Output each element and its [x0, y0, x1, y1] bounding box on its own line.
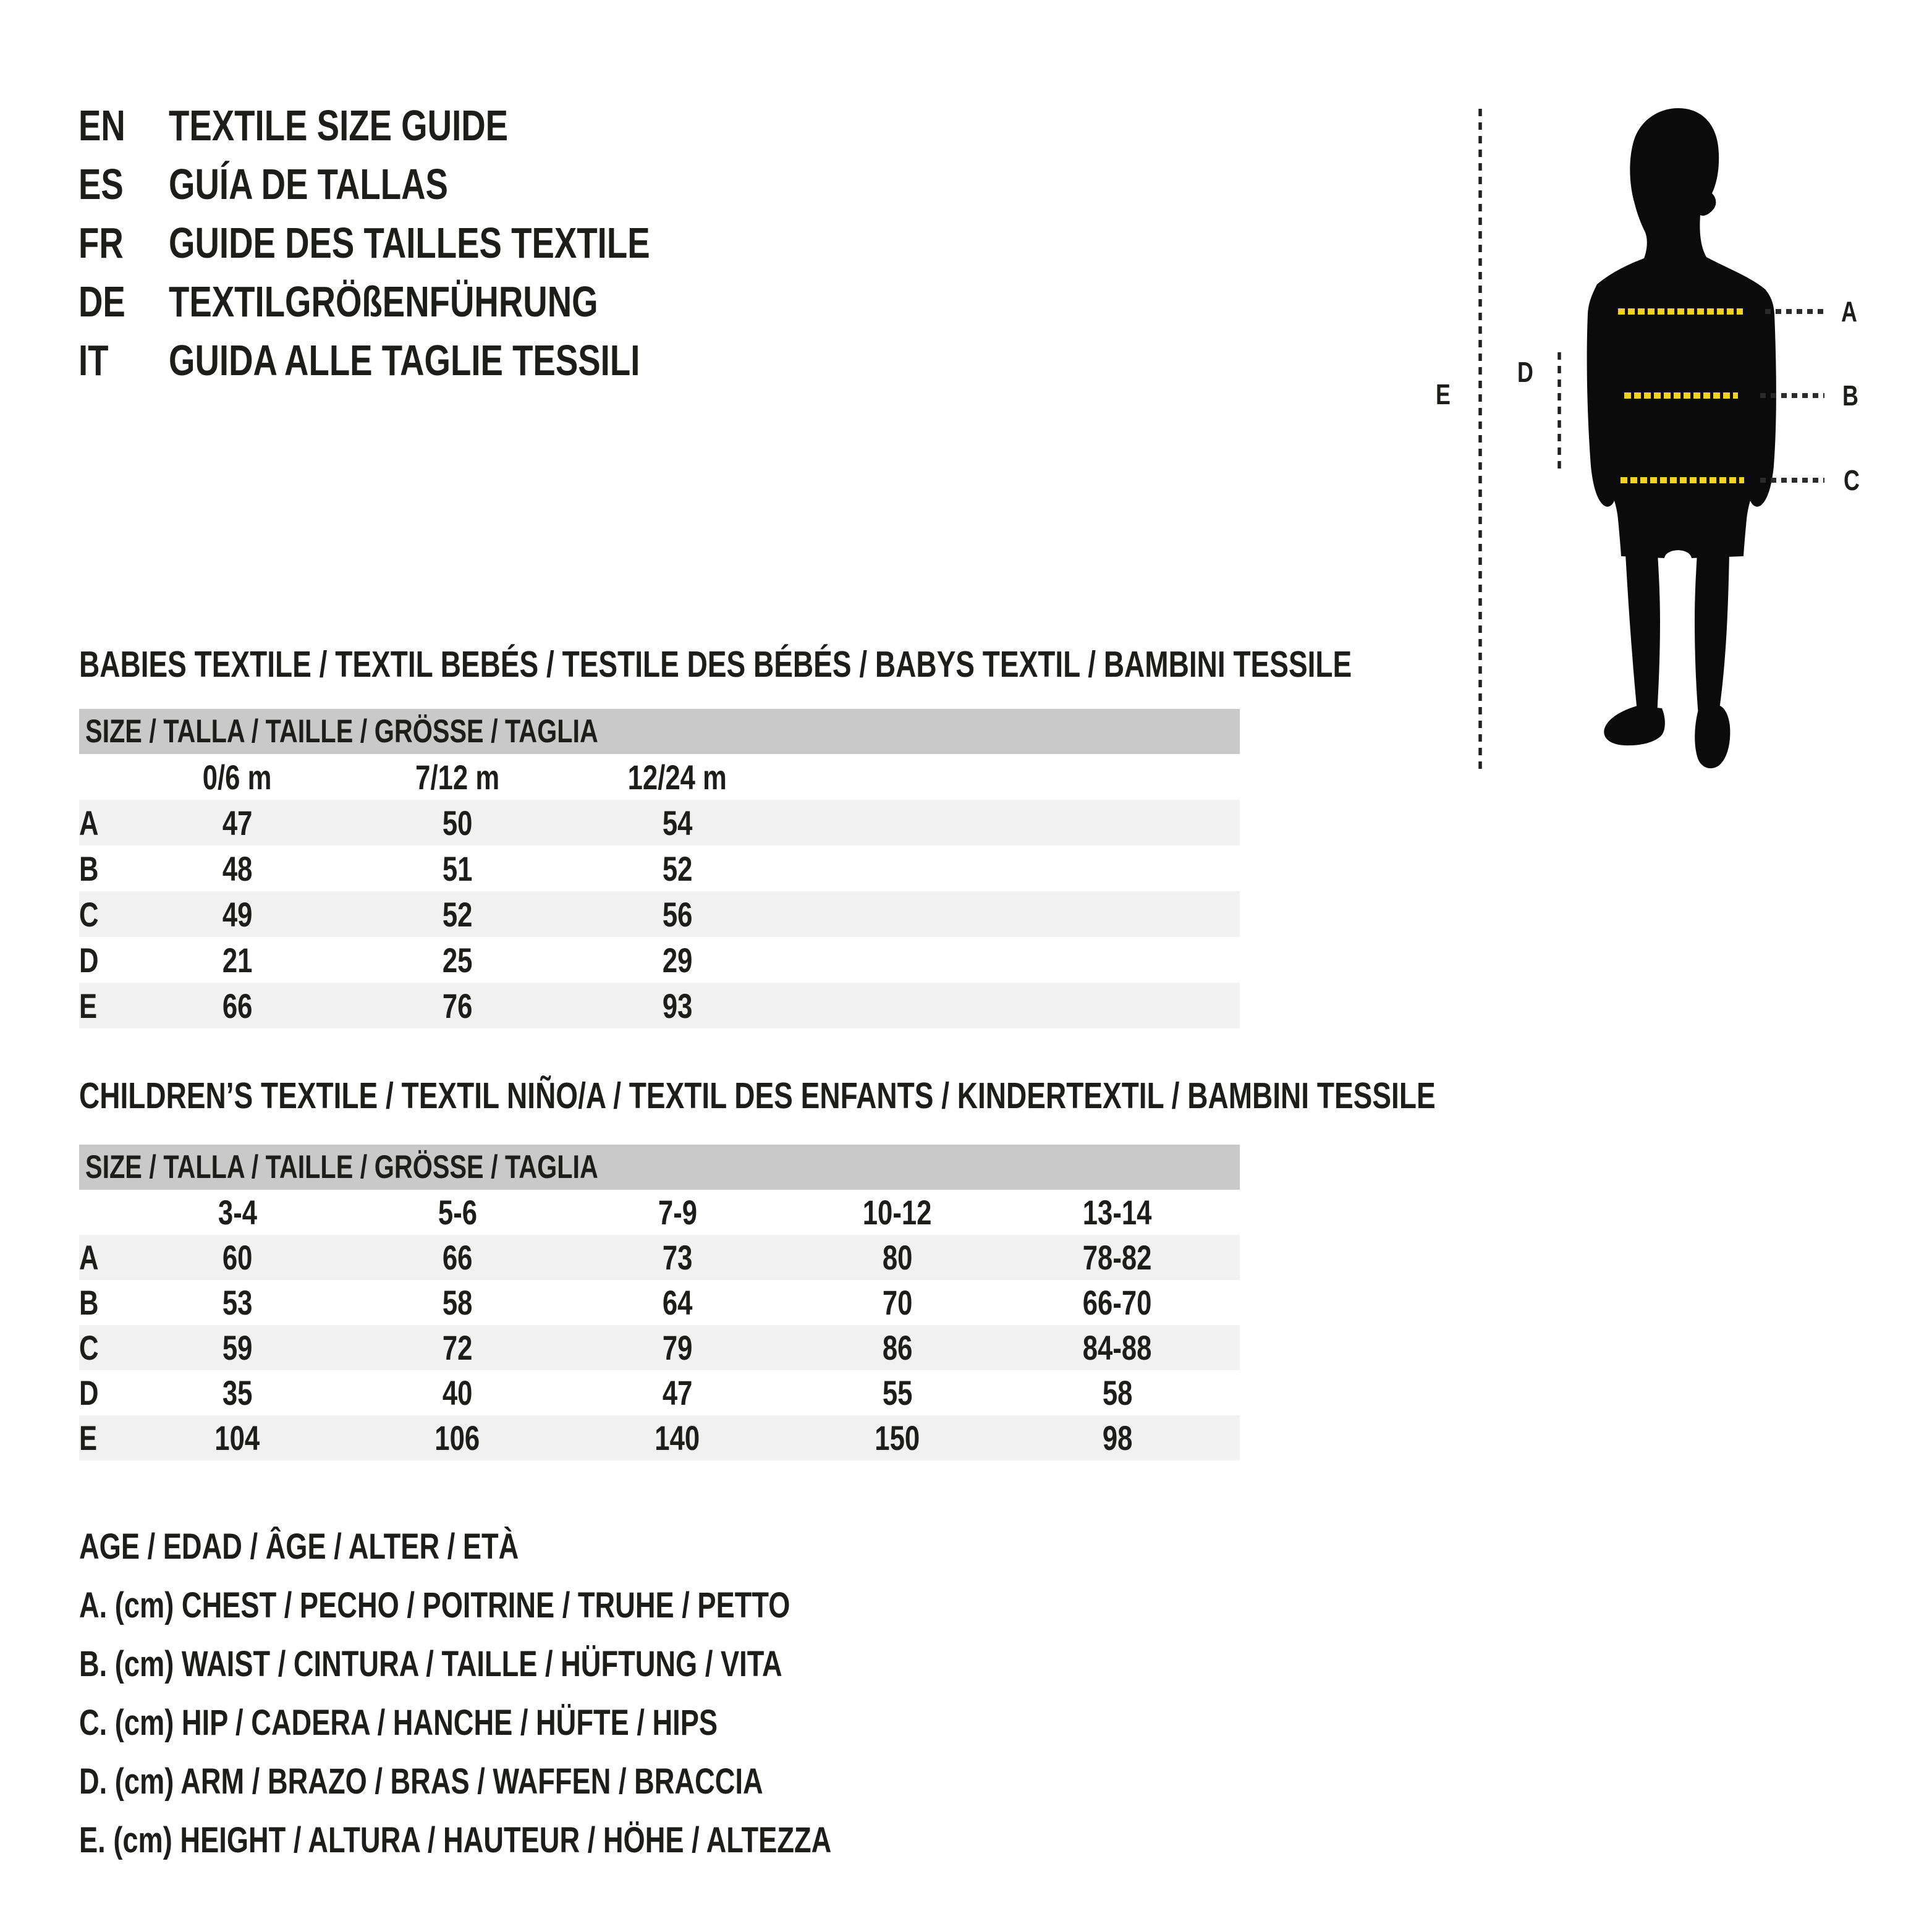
- cell-value: 73: [662, 1238, 693, 1277]
- legend-line-age: AGE / EDAD / ÂGE / ALTER / ETÀ: [79, 1527, 519, 1567]
- language-code: ES: [78, 159, 124, 208]
- children-size-table: [79, 1145, 1240, 1460]
- size-header-label: SIZE / TALLA / TAILLE / GRÖSSE / TAGLIA: [85, 1149, 598, 1185]
- column-header: 12/24 m: [627, 757, 727, 797]
- table-row: [79, 800, 1240, 845]
- table-header-bar: [79, 709, 1240, 754]
- legend-line-hip: C. (cm) HIP / CADERA / HANCHE / HÜFTE / HIPS: [79, 1703, 718, 1743]
- cell-value: 64: [662, 1283, 693, 1322]
- table-row: [79, 845, 1240, 891]
- measure-label-arm: D: [1517, 356, 1533, 388]
- language-code: IT: [78, 336, 109, 384]
- cell-value: 52: [662, 849, 693, 888]
- cell-value: 47: [222, 803, 253, 842]
- cell-value: 76: [442, 986, 473, 1025]
- table-header-bar: [79, 1145, 1240, 1190]
- cell-value: 104: [214, 1418, 260, 1457]
- list-item: [78, 155, 786, 213]
- table-row: [79, 891, 1240, 937]
- cell-value: 29: [662, 940, 693, 980]
- silhouette-body: [1587, 108, 1776, 558]
- cell-value: 140: [655, 1418, 700, 1457]
- column-header: 13-14: [1083, 1193, 1152, 1232]
- column-header: 0/6 m: [203, 757, 272, 797]
- legend-line-waist: B. (cm) WAIST / CINTURA / TAILLE / HÜFTUNG / VITA: [79, 1644, 782, 1684]
- legend-line-chest: A. (cm) CHEST / PECHO / POITRINE / TRUHE / PETTO: [79, 1585, 790, 1625]
- measure-label-waist: B: [1842, 379, 1858, 412]
- cell-value: 150: [875, 1418, 920, 1457]
- cell-value: 70: [882, 1283, 913, 1322]
- cell-value: 35: [222, 1373, 253, 1412]
- cell-value: 47: [662, 1373, 693, 1412]
- list-item: [78, 213, 786, 272]
- cell-value: 25: [442, 940, 473, 980]
- silhouette-right-shoe: [1695, 706, 1730, 768]
- cell-value: 80: [882, 1238, 913, 1277]
- silhouette-left-shoe: [1604, 706, 1665, 745]
- cell-value: 66-70: [1083, 1283, 1152, 1322]
- table-row: [79, 937, 1240, 983]
- row-label: C: [79, 1328, 99, 1367]
- cell-value: 52: [442, 894, 473, 934]
- language-title-list: [78, 96, 786, 389]
- row-label: D: [79, 1373, 99, 1412]
- measurement-legend: [79, 1517, 1044, 1870]
- language-title: TEXTILE SIZE GUIDE: [169, 101, 509, 150]
- cell-value: 60: [222, 1238, 253, 1277]
- row-label: B: [79, 849, 99, 888]
- language-code: FR: [78, 218, 124, 267]
- column-header-row: [79, 1190, 1240, 1235]
- legend-line-height: E. (cm) HEIGHT / ALTURA / HAUTEUR / HÖHE / ALTEZZA: [79, 1820, 832, 1860]
- cell-value: 72: [442, 1328, 473, 1367]
- row-label: A: [79, 1238, 99, 1277]
- language-title: GUIDE DES TAILLES TEXTILE: [169, 218, 650, 267]
- table-row: [79, 1235, 1240, 1280]
- list-item: [78, 331, 786, 389]
- cell-value: 54: [662, 803, 693, 842]
- table-row: [79, 983, 1240, 1028]
- cell-value: 98: [1102, 1418, 1133, 1457]
- cell-value: 84-88: [1083, 1328, 1152, 1367]
- column-header: 7-9: [658, 1193, 697, 1232]
- measure-label-height: E: [1436, 378, 1451, 410]
- cell-value: 56: [662, 894, 693, 934]
- cell-value: 40: [442, 1373, 473, 1412]
- children-section-title: CHILDREN’S TEXTILE / TEXTIL NIÑO/A / TEXTIL DES ENFANTS / KINDERTEXTIL / BAMBINI TESSILE: [79, 1075, 1436, 1116]
- cell-value: 58: [1102, 1373, 1133, 1412]
- measure-label-chest: A: [1841, 295, 1857, 328]
- size-header-label: SIZE / TALLA / TAILLE / GRÖSSE / TAGLIA: [85, 713, 598, 750]
- cell-value: 55: [882, 1373, 913, 1412]
- row-label: B: [79, 1283, 99, 1322]
- cell-value: 49: [222, 894, 253, 934]
- table-row: [79, 1325, 1240, 1370]
- table-row: [79, 1415, 1240, 1460]
- language-code: EN: [78, 101, 125, 150]
- cell-value: 93: [662, 986, 693, 1025]
- legend-line-arm: D. (cm) ARM / BRAZO / BRAS / WAFFEN / BRACCIA: [79, 1761, 763, 1802]
- column-header: 3-4: [218, 1193, 257, 1232]
- cell-value: 48: [222, 849, 253, 888]
- row-label: D: [79, 940, 99, 980]
- language-title: GUIDA ALLE TAGLIE TESSILI: [169, 336, 640, 384]
- column-header: 7/12 m: [415, 757, 499, 797]
- cell-value: 66: [222, 986, 253, 1025]
- child-silhouette-figure: [1421, 93, 1932, 797]
- language-title: GUÍA DE TALLAS: [169, 159, 448, 208]
- column-header: 10-12: [863, 1193, 932, 1232]
- row-label: A: [79, 803, 99, 842]
- table-row: [79, 1370, 1240, 1415]
- cell-value: 51: [442, 849, 473, 888]
- babies-section-title: BABIES TEXTILE / TEXTIL BEBÉS / TESTILE DES BÉBÉS / BABYS TEXTIL / BAMBINI TESSILE: [79, 644, 1352, 685]
- language-code: DE: [78, 277, 125, 326]
- measurement-diagram: [1421, 93, 1932, 797]
- cell-value: 78-82: [1083, 1238, 1152, 1277]
- cell-value: 79: [662, 1328, 693, 1367]
- babies-size-table: [79, 709, 1240, 1028]
- cell-value: 53: [222, 1283, 253, 1322]
- row-label: E: [79, 986, 98, 1025]
- list-item: [78, 96, 786, 155]
- cell-value: 106: [434, 1418, 480, 1457]
- cell-value: 58: [442, 1283, 473, 1322]
- cell-value: 50: [442, 803, 473, 842]
- language-title: TEXTILGRÖßENFÜHRUNG: [169, 277, 598, 326]
- measure-label-hip: C: [1844, 464, 1860, 496]
- cell-value: 86: [882, 1328, 913, 1367]
- silhouette-right-leg: [1695, 553, 1729, 718]
- cell-value: 59: [222, 1328, 253, 1367]
- cell-value: 66: [442, 1238, 473, 1277]
- silhouette-left-leg: [1625, 553, 1660, 714]
- column-header-row: [79, 754, 1240, 800]
- row-label: C: [79, 894, 99, 934]
- row-label: E: [79, 1418, 98, 1457]
- table-row: [79, 1280, 1240, 1325]
- list-item: [78, 272, 786, 331]
- cell-value: 21: [222, 940, 253, 980]
- column-header: 5-6: [438, 1193, 477, 1232]
